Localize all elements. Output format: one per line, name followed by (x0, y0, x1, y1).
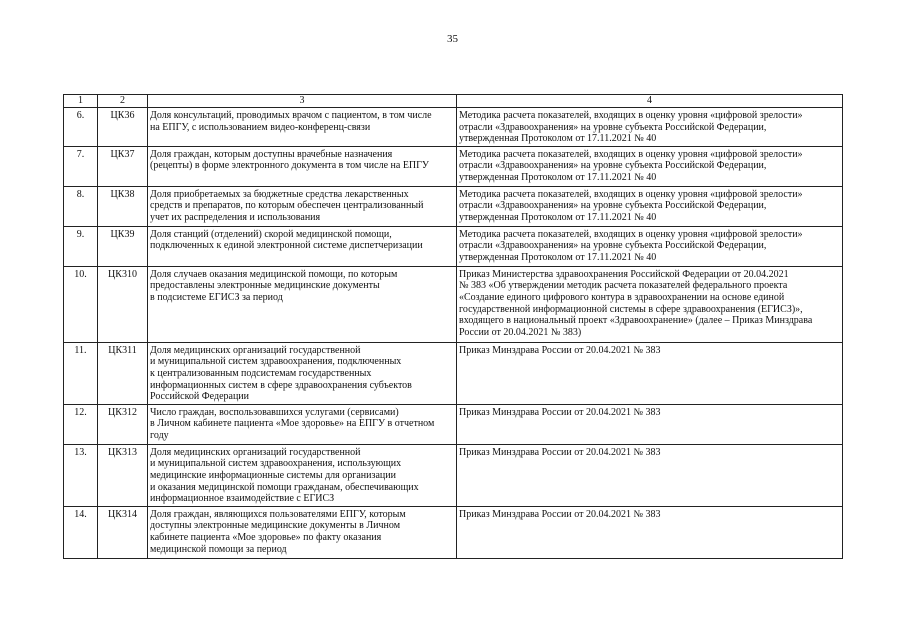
indicator-source: Приказ Минздрава России от 20.04.2021 № 383 (457, 444, 843, 506)
table-row (64, 226, 843, 266)
table-row (64, 266, 843, 342)
indicator-source: Методика расчета показателей, входящих в оценку уровня «цифровой зрелости» отрасли «Здравоохранения» на уровне субъекта Российской Федерации, утвержденная Протоколом от 17.11.2021 № 40 (457, 108, 843, 147)
indicator-code: ЦК311 (98, 342, 148, 404)
indicator-source: Приказ Минздрава России от 20.04.2021 № 383 (457, 342, 843, 404)
header-col-3: 3 (148, 95, 457, 108)
table-row (64, 404, 843, 444)
indicator-description: Число граждан, воспользовавшихся услугами (сервисами) в Личном кабинете пациента «Мое здоровье» на ЕПГУ в отчетном году (148, 404, 457, 444)
indicator-source: Методика расчета показателей, входящих в оценку уровня «цифровой зрелости» отрасли «Здравоохранения» на уровне субъекта Российской Федерации, утвержденная Протоколом от 17.11.2021 № 40 (457, 146, 843, 186)
indicator-code: ЦК314 (98, 506, 148, 558)
table-body (64, 108, 843, 559)
row-number: 8. (64, 186, 98, 226)
indicator-code: ЦК313 (98, 444, 148, 506)
table-row (64, 506, 843, 558)
row-number: 10. (64, 266, 98, 342)
table-header-row (64, 95, 843, 108)
indicator-source: Приказ Минздрава России от 20.04.2021 № 383 (457, 404, 843, 444)
table-row (64, 444, 843, 506)
indicator-description: Доля граждан, являющихся пользователями ЕПГУ, которым доступны электронные медицинские документы в Личном кабинете пациента «Мое здоровье» по факту оказания медицинской помощи за период (148, 506, 457, 558)
table-row (64, 186, 843, 226)
table-row (64, 146, 843, 186)
indicator-source: Методика расчета показателей, входящих в оценку уровня «цифровой зрелости» отрасли «Здравоохранения» на уровне субъекта Российской Федерации, утвержденная Протоколом от 17.11.2021 № 40 (457, 186, 843, 226)
indicator-description: Доля медицинских организаций государственной и муниципальной систем здравоохранения, использующих медицинские информационные системы для организации и оказания медицинской помощи гражданам, обеспечивающих информационное взаимодействие с ЕГИСЗ (148, 444, 457, 506)
indicator-code: ЦК310 (98, 266, 148, 342)
indicator-code: ЦК312 (98, 404, 148, 444)
header-col-4: 4 (457, 95, 843, 108)
indicator-code: ЦК39 (98, 226, 148, 266)
indicator-description: Доля граждан, которым доступны врачебные назначения (рецепты) в форме электронного документа в том числе на ЕПГУ (148, 146, 457, 186)
indicator-description: Доля медицинских организаций государственной и муниципальной систем здравоохранения, подключенных к централизованным подсистемам государственных информационных систем в сфере здравоохранения субъектов Российской Федерации (148, 342, 457, 404)
indicator-description: Доля станций (отделений) скорой медицинской помощи, подключенных к единой электронной системе диспетчеризации (148, 226, 457, 266)
table-row (64, 342, 843, 404)
indicator-source: Методика расчета показателей, входящих в оценку уровня «цифровой зрелости» отрасли «Здравоохранения» на уровне субъекта Российской Федерации, утвержденная Протоколом от 17.11.2021 № 40 (457, 226, 843, 266)
row-number: 11. (64, 342, 98, 404)
row-number: 13. (64, 444, 98, 506)
indicator-code: ЦК37 (98, 146, 148, 186)
indicators-table (63, 94, 843, 559)
page-number: 35 (447, 33, 458, 45)
table-row (64, 108, 843, 147)
table-header (64, 95, 843, 108)
indicator-description: Доля консультаций, проводимых врачом с пациентом, в том числе на ЕПГУ, с использованием видео-конференц-связи (148, 108, 457, 147)
indicator-description: Доля приобретаемых за бюджетные средства лекарственных средств и препаратов, по которым обеспечен централизованный учет их распределения и использования (148, 186, 457, 226)
row-number: 6. (64, 108, 98, 147)
row-number: 7. (64, 146, 98, 186)
row-number: 14. (64, 506, 98, 558)
indicator-source: Приказ Министерства здравоохранения Российской Федерации от 20.04.2021 № 383 «Об утверждении методик расчета показателей федерального проекта «Создание единого цифрового контура в здравоохранении на основе единой государственной информационной системы в сфере здравоохранения (ЕГИСЗ)», входящего в национальный проект «Здравоохранение» (далее – Приказ Минздрава России от 20.04.2021 № 383) (457, 266, 843, 342)
header-col-1: 1 (64, 95, 98, 108)
row-number: 12. (64, 404, 98, 444)
indicator-description: Доля случаев оказания медицинской помощи, по которым предоставлены электронные медицинские документы в подсистеме ЕГИСЗ за период (148, 266, 457, 342)
indicator-code: ЦК38 (98, 186, 148, 226)
row-number: 9. (64, 226, 98, 266)
header-col-2: 2 (98, 95, 148, 108)
indicator-source: Приказ Минздрава России от 20.04.2021 № 383 (457, 506, 843, 558)
indicator-code: ЦК36 (98, 108, 148, 147)
